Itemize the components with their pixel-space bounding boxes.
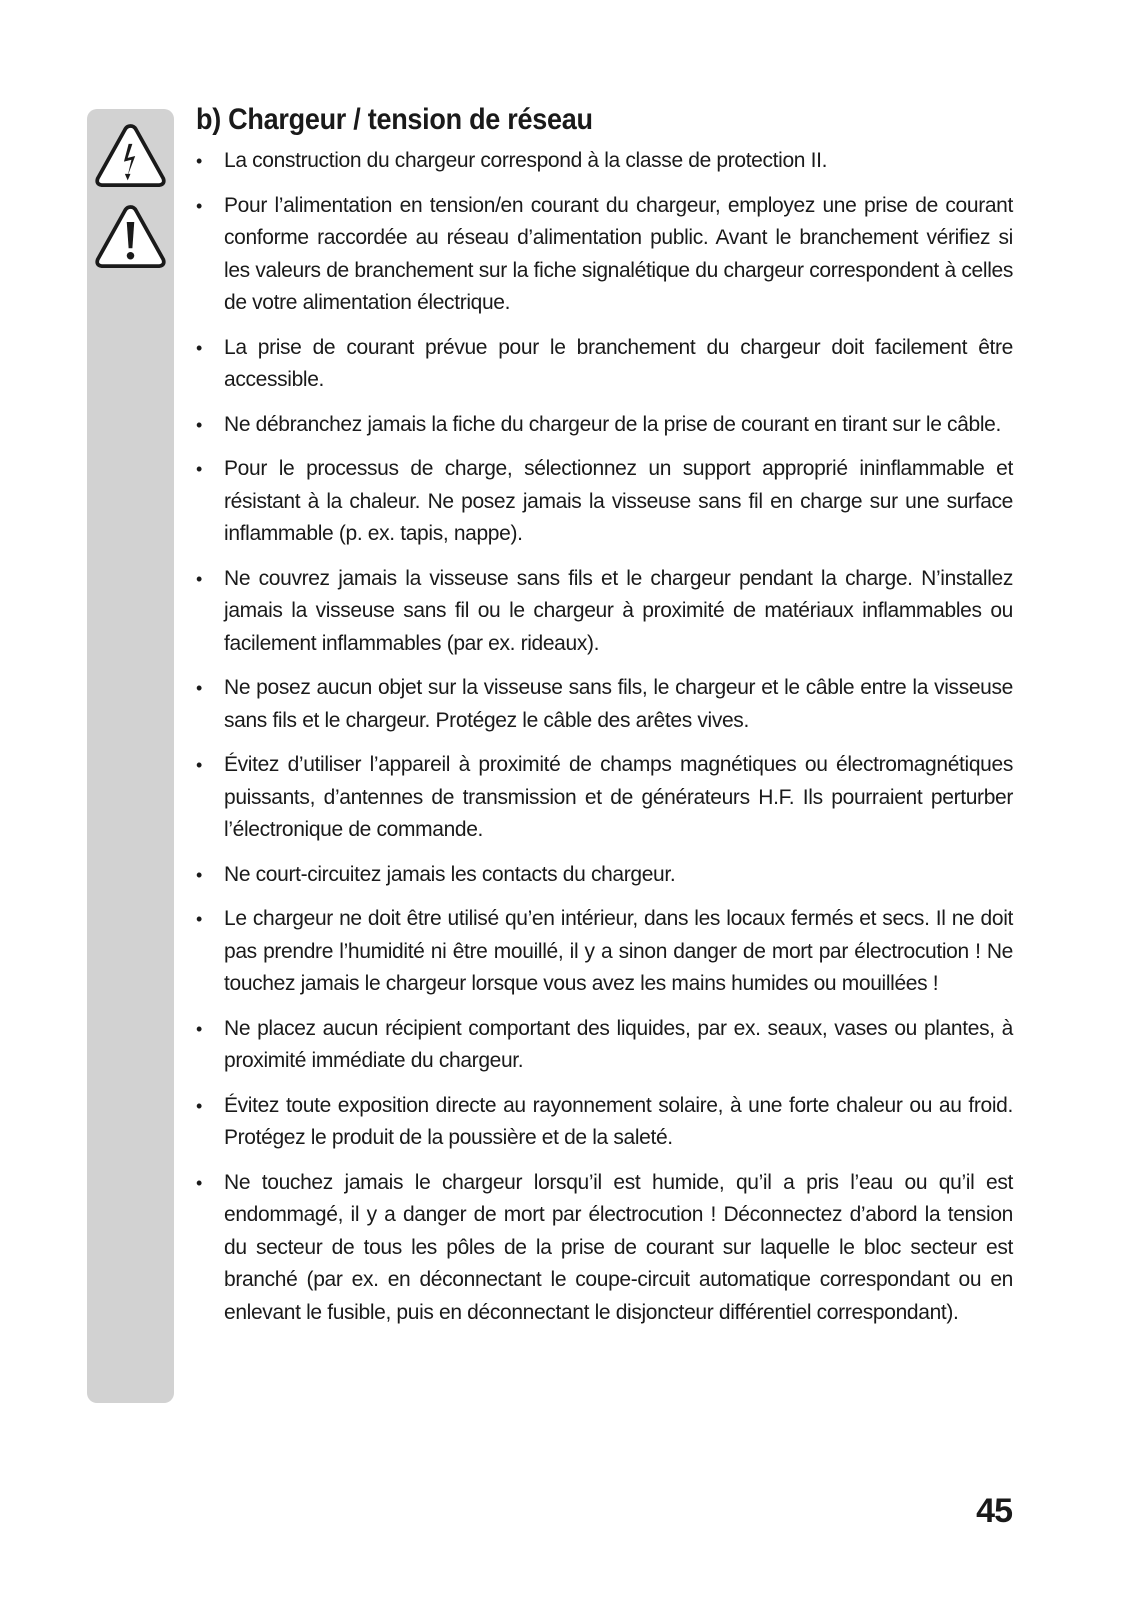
bullet-marker: • bbox=[196, 568, 202, 589]
list-item bbox=[196, 563, 1013, 661]
bullet-marker: • bbox=[196, 864, 202, 885]
list-item-text: La construction du chargeur correspond à la classe de protection II. bbox=[224, 149, 828, 172]
list-item-text: Ne touchez jamais le chargeur lorsqu’il est humide, qu’il a pris l’eau ou qu’il est endommagé, il y a danger de mort par électrocution ! Déconnectez d’abord la tension du secteur de tous les pôles de la prise de courant sur laquelle le bloc secteur est branché (par ex. en déconnectant le coupe-circuit automatique correspondant ou en enlevant le fusible, puis en déconnectant le disjoncteur différentiel correspondant). bbox=[224, 1170, 1013, 1324]
warning-icon bbox=[93, 201, 168, 273]
list-item-text: Pour l’alimentation en tension/en courant du chargeur, employez une prise de courant conforme raccordée au réseau d’alimentation public. Avant le branchement vérifiez si les valeurs de branchement sur la fiche signalétique du chargeur correspondent à celles de votre alimentation électrique. bbox=[224, 193, 1013, 314]
list-item-text: Ne posez aucun objet sur la visseuse sans fils, le chargeur et le câble entre la visseuse sans fils et le chargeur. Protégez le câble des arêtes vives. bbox=[224, 676, 1013, 732]
electrical-hazard-icon bbox=[93, 120, 168, 192]
list-item-text: Évitez toute exposition directe au rayonnement solaire, à une forte chaleur ou au froid. Protégez le produit de la poussière et de la saleté. bbox=[224, 1093, 1013, 1149]
bullet-marker: • bbox=[196, 337, 202, 358]
page-number: 45 bbox=[976, 1492, 1012, 1530]
list-item-text: Évitez d’utiliser l’appareil à proximité de champs magnétiques ou électromagnétiques puissants, d’antennes de transmission et de générateurs H.F. Ils pourraient perturber l’électronique de commande. bbox=[224, 753, 1013, 841]
list-item bbox=[196, 749, 1013, 847]
bullet-marker: • bbox=[196, 151, 202, 171]
bullet-marker: • bbox=[196, 1095, 202, 1116]
bullet-marker: • bbox=[196, 414, 202, 435]
list-item-text: La prise de courant prévue pour le branchement du chargeur doit facilement être accessible. bbox=[224, 335, 1013, 391]
list-item bbox=[196, 672, 1013, 737]
list-item-text: Ne couvrez jamais la visseuse sans fils et le chargeur pendant la charge. N’installez jamais la visseuse sans fil ou le chargeur à proximité de matériaux inflammables ou facilement inflammables (par ex. rideaux). bbox=[224, 566, 1013, 655]
list-item-text: Ne débranchez jamais la fiche du chargeur de la prise de courant en tirant sur le câble. bbox=[224, 412, 1001, 436]
list-item bbox=[196, 1090, 1013, 1155]
bullet-marker: • bbox=[196, 1018, 202, 1039]
list-item-text: Ne placez aucun récipient comportant des liquides, par ex. seaux, vases ou plantes, à proximité immédiate du chargeur. bbox=[224, 1016, 1013, 1072]
list-item bbox=[196, 145, 1013, 178]
list-item bbox=[196, 190, 1013, 320]
bullet-marker: • bbox=[196, 1172, 202, 1193]
main-content bbox=[196, 103, 1013, 1341]
list-item bbox=[196, 1013, 1013, 1078]
list-item bbox=[196, 453, 1013, 551]
bullet-marker: • bbox=[196, 459, 202, 479]
bullet-marker: • bbox=[196, 909, 202, 929]
list-item-text: Pour le processus de charge, sélectionnez un support approprié ininflammable et résistant à la chaleur. Ne posez jamais la visseuse sans fil en charge sur une surface inflammable (p. ex. tapis, nappe). bbox=[224, 457, 1013, 545]
list-item-text: Le chargeur ne doit être utilisé qu’en intérieur, dans les locaux fermés et secs. Il ne doit pas prendre l’humidité ni être mouillé, il y a sinon danger de mort par électrocution ! Ne touchez jamais le chargeur lorsque vous avez les mains humides ou mouillées ! bbox=[224, 907, 1013, 995]
list-item bbox=[196, 903, 1013, 1001]
bullet-marker: • bbox=[196, 755, 202, 775]
bullet-marker: • bbox=[196, 678, 202, 698]
list-item bbox=[196, 1167, 1013, 1330]
bullet-marker: • bbox=[196, 195, 202, 216]
list-item bbox=[196, 859, 1013, 892]
list-item bbox=[196, 332, 1013, 397]
warning-sidebar bbox=[87, 109, 174, 1403]
list-item-text: Ne court-circuitez jamais les contacts du chargeur. bbox=[224, 862, 676, 886]
list-item bbox=[196, 409, 1013, 442]
section-title: b) Chargeur / tension de réseau bbox=[196, 103, 593, 136]
bullet-list bbox=[196, 145, 1013, 1329]
